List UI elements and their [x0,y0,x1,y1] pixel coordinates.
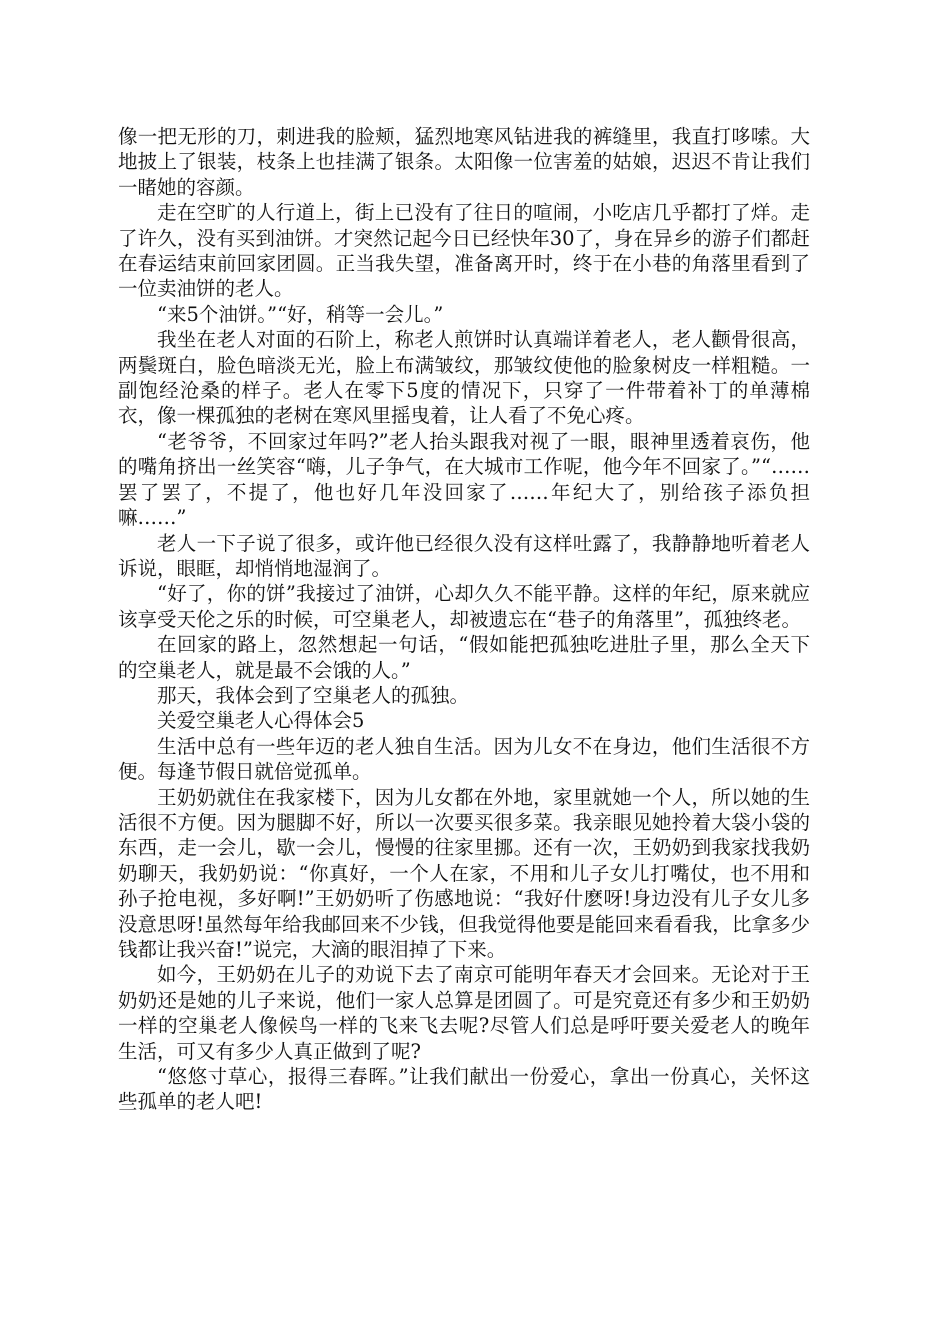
paragraph-7: “好了，你的饼”我接过了油饼，心却久久不能平静。这样的年纪，原来就应该享受天伦之乐的时候，可空巢老人，却被遗忘在“巷子的角落里”，孤独终老。 [118,582,810,631]
paragraph-8: 在回家的路上，忽然想起一句话，“假如能把孤独吃进肚子里，那么全天下的空巢老人，就是最不会饿的人。” [118,633,810,682]
paragraph-12: 王奶奶就住在我家楼下，因为儿女都在外地，家里就她一个人，所以她的生活很不方便。因为腿脚不好，所以一次要买很多菜。我亲眼见她拎着大袋小袋的东西，走一会儿，歇一会儿，慢慢的往家里挪。还有一次，王奶奶到我家找我奶奶聊天，我奶奶说：“你真好，一个人在家，不用和儿子女儿打嘴仗，也不用和孙子抢电视，多好啊!”王奶奶听了伤感地说：“我好什麽呀!身边没有儿子女儿多没意思呀!虽然每年给我邮回来不少钱，但我觉得他要是能回来看看我，比拿多少钱都让我兴奋!”说完，大滴的眼泪掉了下来。 [118,785,810,961]
paragraph-14: “悠悠寸草心，报得三春晖。”让我们献出一份爱心，拿出一份真心，关怀这些孤单的老人吧! [118,1065,810,1114]
paragraph-1: 像一把无形的刀，刺进我的脸颊，猛烈地寒风钻进我的裤缝里，我直打哆嗦。大地披上了银装，枝条上也挂满了银条。太阳像一位害羞的姑娘，迟迟不肯让我们一睹她的容颜。 [118,125,810,199]
paragraph-5: “老爷爷，不回家过年吗?”老人抬头跟我对视了一眼，眼神里透着哀伤，他的嘴角挤出一丝笑容“嗨，儿子争气，在大城市工作呢，他今年不回家了。”“……罢了罢了，不提了，他也好几年没回家了……年纪大了，别给孩子添负担嘛……” [118,429,810,530]
paragraph-4: 我坐在老人对面的石阶上，称老人煎饼时认真端详着老人，老人颧骨很高，两鬓斑白，脸色暗淡无光，脸上布满皱纹，那皱纹使他的脸象树皮一样粗糙。一副饱经沧桑的样子。老人在零下5度的情况下，只穿了一件带着补丁的单薄棉衣，像一棵孤独的老树在寒风里摇曳着，让人看了不免心疼。 [118,328,810,428]
section-heading: 关爱空巢老人心得体会5 [157,709,365,733]
paragraph-11: 生活中总有一些年迈的老人独自生活。因为儿女不在身边，他们生活很不方便。每逢节假日就倍觉孤单。 [118,734,810,784]
paragraph-2: 走在空旷的人行道上，街上已没有了往日的喧闹，小吃店几乎都打了烊。走了许久，没有买到油饼。才突然记起今日已经快年30了，身在异乡的游子们都赶在春运结束前回家团圆。正当我失望，准备离开时，终于在小巷的角落里看到了一位卖油饼的老人。 [118,201,810,301]
paragraph-9: 那天，我体会到了空巢老人的孤独。 [157,683,470,707]
document-body [118,124,810,1115]
paragraph-13: 如今，王奶奶在儿子的劝说下去了南京可能明年春天才会回来。无论对于王奶奶还是她的儿子来说，他们一家人总算是团圆了。可是究竟还有多少和王奶奶一样的空巢老人像候鸟一样的飞来飞去呢?尽管人们总是呼吁要关爱老人的晚年生活，可又有多少人真正做到了呢? [118,963,810,1063]
paragraph-3: “来5个油饼。”“好，稍等一会儿。” [157,302,444,326]
paragraph-6: 老人一下子说了很多，或许他已经很久没有这样吐露了，我静静地听着老人诉说，眼眶，却悄悄地湿润了。 [118,531,810,580]
